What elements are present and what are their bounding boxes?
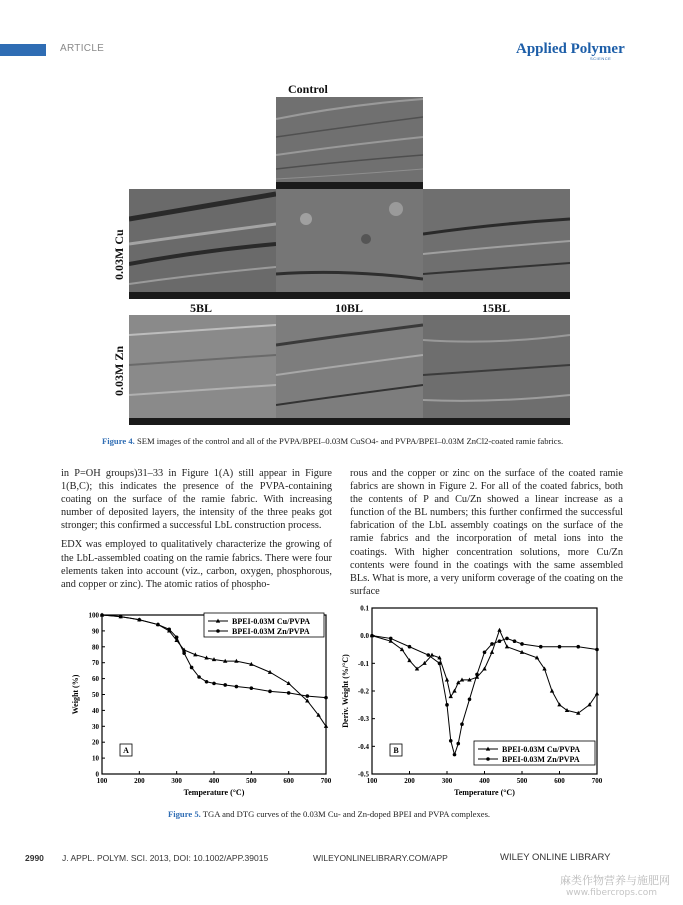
data-point [520, 642, 524, 646]
sem-image-zn-10bl [276, 315, 423, 425]
y-tick-label: -0.1 [357, 659, 369, 668]
data-point [595, 648, 599, 652]
series-line [372, 630, 597, 713]
y-tick-label: 0.1 [360, 604, 369, 613]
data-point [306, 694, 310, 698]
x-tick-label: 300 [441, 777, 453, 785]
legend-marker [216, 629, 220, 633]
x-tick-label: 100 [366, 777, 378, 785]
x-tick-label: 600 [554, 777, 565, 785]
legend-label: BPEI-0.03M Zn/PVPA [232, 627, 310, 636]
figure4-caption-prefix: Figure 4. [102, 436, 135, 446]
data-point [490, 642, 494, 646]
body-right-column [350, 467, 623, 604]
y-tick-label: 50 [92, 691, 99, 699]
y-tick-label: -0.3 [357, 715, 369, 724]
sem-row-label-zn: 0.03M Zn [112, 345, 126, 396]
plot-frame [102, 615, 326, 774]
data-point [268, 690, 272, 694]
data-point [453, 753, 457, 757]
sem-label-control: Control [288, 82, 328, 96]
x-tick-label: 600 [283, 777, 294, 785]
tga-chart [62, 603, 342, 803]
footer-publisher: WILEY ONLINE LIBRARY [500, 852, 611, 863]
dtg-chart [340, 600, 620, 805]
data-point [497, 628, 501, 632]
figure5-caption [168, 809, 490, 819]
x-tick-label: 500 [246, 777, 257, 785]
data-point [456, 742, 460, 746]
data-point [223, 683, 227, 687]
body-left-column [61, 467, 332, 597]
data-point [182, 651, 186, 655]
data-point [175, 635, 179, 639]
y-axis-label: Deriv. Weight (%/°C) [341, 654, 350, 728]
data-point [460, 722, 464, 726]
x-tick-label: 500 [516, 777, 528, 785]
data-point [426, 653, 430, 657]
x-tick-label: 700 [320, 777, 332, 785]
y-tick-label: 70 [92, 659, 99, 668]
sem-col-label-5bl: 5BL [190, 301, 213, 315]
x-tick-label: 100 [96, 777, 108, 785]
data-point [370, 634, 374, 638]
sem-image-cu-5bl [129, 189, 276, 299]
data-point [235, 685, 239, 689]
data-point [400, 647, 404, 651]
data-point [287, 691, 291, 695]
x-tick-label: 300 [171, 777, 182, 785]
body-right-paragraph-1: rous and the copper or zinc on the surface of the coated ramie fabrics are shown in Figure 2. For all of the coated fabrics, both the contents of P and Cu/Zn showed a linear increase as a function of the BL numbers; this further confirmed the successful fabrication of the LbL assembly coatings on the surface of the ramie fabrics and the incorporation of metal ions into the coatings. With higher concentration solutions, more Cu/Zn contents were found in the coatings with the same assembled BLs. What is more, a very uniform coverage of the coating on the surface [350, 468, 623, 597]
y-tick-label: -0.2 [357, 687, 369, 696]
data-point [505, 637, 509, 641]
data-point [250, 686, 254, 690]
data-point [452, 689, 456, 693]
x-tick-label: 700 [591, 777, 603, 785]
data-point [456, 680, 460, 684]
body-left-paragraph-2: EDX was employed to qualitatively characterize the growing of the LbL-assembled coating on the ramie fabrics. There were four elements taken into account (viz., carbon, oxygen, phosphorous, and copper or zinc). The atomic ratios of phospho- [61, 539, 332, 590]
legend [204, 613, 324, 637]
data-point [445, 678, 449, 682]
panel-label: B [393, 746, 399, 755]
sem-row-label-cu: 0.03M Cu [112, 229, 126, 280]
data-point [167, 628, 171, 632]
y-tick-label: 30 [92, 722, 99, 731]
data-point [190, 666, 194, 670]
sem-image-zn-5bl [129, 315, 276, 425]
section-label: ARTICLE [60, 43, 105, 54]
legend-label: BPEI-0.03M Zn/PVPA [502, 755, 580, 764]
data-point [445, 703, 449, 707]
sem-col-label-10bl: 10BL [335, 301, 364, 315]
y-tick-label: -0.4 [357, 742, 369, 751]
data-point [490, 650, 494, 654]
data-point [430, 653, 434, 657]
legend-label: BPEI-0.03M Cu/PVPA [502, 745, 581, 754]
journal-logo: Applied Polymer [516, 41, 625, 57]
figure4-caption-text: SEM images of the control and all of the PVPA/BPEI–0.03M CuSO4- and PVPA/BPEI–0.03M ZnCl2-coated ramie fabrics. [136, 436, 564, 446]
legend-marker [486, 757, 490, 761]
y-tick-label: 90 [92, 627, 99, 636]
data-point [389, 637, 393, 641]
footer-page-number: 2990 [25, 853, 44, 863]
sem-image-zn-15bl [423, 315, 570, 425]
y-tick-label: 40 [92, 706, 99, 715]
x-tick-label: 400 [208, 777, 220, 785]
watermark-line1: 麻类作物营养与施肥网 [560, 874, 670, 887]
data-point [475, 673, 479, 677]
data-point [197, 675, 201, 679]
data-point [483, 650, 487, 654]
data-point [449, 739, 453, 743]
legend [474, 741, 595, 765]
footer-journal-ref: J. APPL. POLYM. SCI. 2013, DOI: 10.1002/APP.39015 [62, 853, 269, 863]
footer-url[interactable]: WILEYONLINELIBRARY.COM/APP [313, 853, 448, 863]
data-point [408, 645, 412, 649]
x-tick-label: 200 [404, 777, 415, 785]
journal-logo-sub: SCIENCE [590, 56, 612, 61]
body-left-paragraph-1: in P=OH groups)31–33 in Figure 1(A) still appear in Figure 1(B,C); this indicates the presence of the PVPA-containing coating on the surface of the ramie fabric. With increasing number of deposited layers, the intensity of the three peaks got stronger; this confirmed a successful LbL construction process. [61, 468, 332, 532]
sem-image-cu-10bl [276, 189, 423, 299]
y-tick-label: 0 [95, 770, 99, 779]
data-point [498, 639, 502, 643]
panel-label: A [123, 746, 129, 755]
data-point [558, 645, 562, 649]
sem-col-label-15bl: 15BL [482, 301, 511, 315]
data-point [482, 666, 486, 670]
data-point [100, 613, 104, 617]
data-point [119, 615, 123, 619]
data-point [156, 623, 160, 627]
y-tick-label: 80 [92, 643, 99, 652]
data-point [138, 618, 142, 622]
data-point [550, 689, 554, 693]
data-point [212, 682, 216, 686]
x-axis-label: Temperature (°C) [454, 788, 515, 797]
data-point [565, 708, 569, 712]
data-point [205, 680, 209, 684]
figure5-caption-prefix: Figure 5. [168, 809, 201, 819]
x-tick-label: 200 [134, 777, 145, 785]
x-tick-label: 400 [479, 777, 490, 785]
data-point [595, 691, 599, 695]
y-axis-label: Weight (%) [71, 674, 80, 715]
y-tick-label: 20 [92, 738, 99, 747]
data-point [468, 698, 472, 702]
data-point [576, 645, 580, 649]
data-point [539, 645, 543, 649]
sem-image-control [276, 97, 423, 189]
legend-label: BPEI-0.03M Cu/PVPA [232, 617, 311, 626]
y-tick-label: 0.0 [360, 632, 369, 641]
header-accent-bar [0, 44, 46, 56]
sem-image-cu-15bl [423, 189, 570, 299]
x-axis-label: Temperature (°C) [183, 788, 245, 797]
data-point [513, 639, 517, 643]
data-point [505, 644, 509, 648]
figure4-caption [102, 436, 563, 446]
y-tick-label: 10 [92, 754, 99, 763]
y-tick-label: 100 [88, 611, 99, 620]
watermark-line2: www.fibercrops.com [566, 888, 657, 898]
figure5-caption-text: TGA and DTG curves of the 0.03M Cu- and Zn-doped BPEI and PVPA complexes. [202, 809, 491, 819]
y-tick-label: 60 [92, 675, 99, 684]
y-tick-label: -0.5 [357, 770, 369, 779]
data-point [438, 662, 442, 666]
data-point [324, 696, 328, 700]
